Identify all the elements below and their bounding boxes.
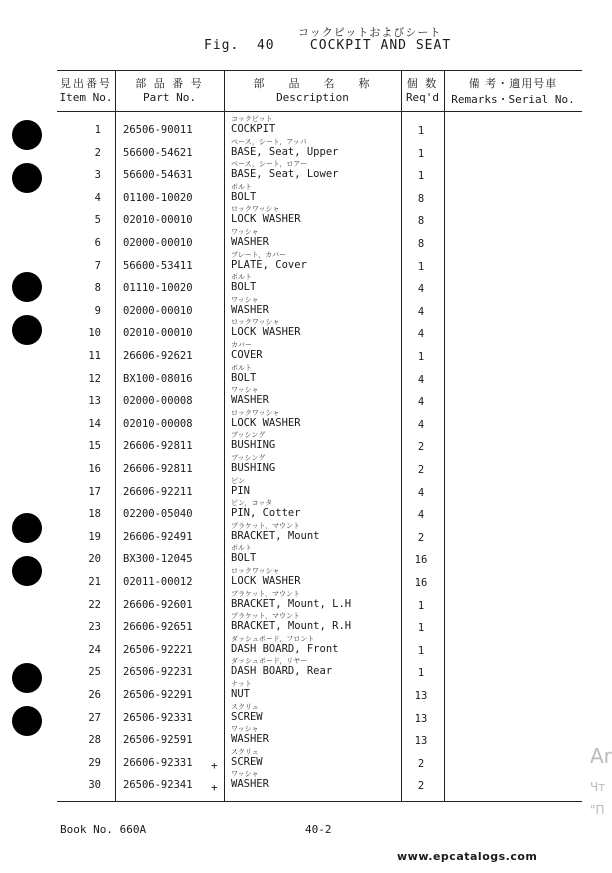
table-row xyxy=(57,272,582,294)
part-number: 26606-92331 xyxy=(123,756,193,769)
item-number: 1 xyxy=(94,124,101,136)
site-link[interactable]: www.epcatalogs.com xyxy=(397,850,538,863)
description: SCREW xyxy=(231,755,263,768)
description-japanese: プレート，カバー xyxy=(231,250,287,259)
quantity: 1 xyxy=(417,351,425,363)
table-row xyxy=(57,204,582,226)
quantity: 16 xyxy=(414,554,428,567)
quantity: 4 xyxy=(417,305,425,318)
table-row xyxy=(57,543,582,565)
table-row xyxy=(57,317,582,339)
header-remarks: 備 考・適用号車 Remarks・Serial No. xyxy=(451,77,575,106)
table-row xyxy=(57,634,582,656)
table-row xyxy=(57,385,582,407)
part-number: 02010-00010 xyxy=(123,327,193,340)
description-japanese: ロックワッシャ xyxy=(231,567,280,575)
part-number: 02011-00012 xyxy=(123,576,193,588)
description-japanese: ダッシュボード，フロント xyxy=(231,634,315,643)
description-japanese: カバー xyxy=(231,341,252,349)
page-number: 40-2 xyxy=(305,823,332,836)
item-number: 23 xyxy=(88,621,101,634)
description-japanese: ロックワッシャ xyxy=(231,318,280,327)
quantity: 4 xyxy=(417,373,425,386)
description: DASH BOARD, Rear xyxy=(231,665,333,678)
description-japanese: ブラケット，マウント xyxy=(231,521,301,530)
table-row xyxy=(57,476,582,498)
description: PLATE, Cover xyxy=(231,258,307,271)
punch-hole xyxy=(12,706,42,736)
description-japanese: ロックワッシャ xyxy=(231,408,280,417)
description-japanese: ピン xyxy=(231,476,245,485)
description: BASE, Seat, Lower xyxy=(231,168,339,181)
part-number: 02010-00008 xyxy=(123,417,193,430)
item-number: 13 xyxy=(88,395,101,408)
description: WASHER xyxy=(231,733,269,746)
description: WASHER xyxy=(231,778,269,791)
description: BOLT xyxy=(231,281,257,294)
table-row xyxy=(57,340,582,362)
table-row xyxy=(57,724,582,746)
item-number: 14 xyxy=(88,417,101,430)
description: WASHER xyxy=(231,303,269,316)
part-number: 26506-92331 xyxy=(123,711,193,724)
description-japanese: ベース，シート，アッパ xyxy=(231,137,307,146)
table-row xyxy=(57,430,582,452)
item-number: 7 xyxy=(94,259,101,272)
item-number: 22 xyxy=(88,598,101,611)
part-number: 56600-53411 xyxy=(123,259,193,272)
header-part: 部 品 番 号 Part No. xyxy=(135,77,204,104)
quantity: 4 xyxy=(417,509,425,522)
table-row xyxy=(57,702,582,724)
description: BUSHING xyxy=(231,439,276,452)
part-number: 26606-92621 xyxy=(123,350,193,362)
description: WASHER xyxy=(231,236,269,248)
table-row xyxy=(57,363,582,385)
part-number: 26606-92811 xyxy=(123,440,193,453)
figure-title: Fig. 40 COCKPIT AND SEAT xyxy=(204,38,452,53)
quantity: 2 xyxy=(417,757,425,770)
description-japanese: スクリュ xyxy=(231,747,259,756)
header-qty: 個 数 Req'd xyxy=(405,77,440,104)
table-row xyxy=(57,611,582,633)
description-japanese: ナット xyxy=(231,680,252,688)
part-number: 26506-92591 xyxy=(123,734,193,747)
description-japanese: ロックワッシャ xyxy=(231,205,280,214)
quantity: 4 xyxy=(417,396,425,409)
description-japanese: コックピット xyxy=(231,115,273,123)
description-japanese: ピン，コッタ xyxy=(231,499,273,508)
description-japanese: ワッシャ xyxy=(231,770,259,779)
description-japanese: ボルト xyxy=(231,182,252,191)
part-number: 26506-92231 xyxy=(123,666,193,679)
item-number: 17 xyxy=(88,485,101,498)
quantity: 4 xyxy=(417,486,425,499)
table-row xyxy=(57,679,582,701)
table-row xyxy=(57,137,582,159)
part-number: 26506-92341 xyxy=(123,779,193,792)
description-japanese: ボルト xyxy=(231,544,252,553)
table-row xyxy=(57,521,582,543)
item-number: 28 xyxy=(88,734,101,747)
part-number: 02000-00008 xyxy=(123,395,193,408)
part-number: 26606-92811 xyxy=(123,463,193,475)
description: WASHER xyxy=(231,394,269,407)
part-number: 02200-05040 xyxy=(123,508,193,521)
part-number: 26506-92221 xyxy=(123,643,193,656)
part-number: 26506-92291 xyxy=(123,689,193,701)
description: LOCK WASHER xyxy=(231,326,301,339)
description: PIN, Cotter xyxy=(231,507,301,520)
parts-table xyxy=(57,70,582,802)
punch-hole xyxy=(12,315,42,345)
table-row xyxy=(57,453,582,475)
description: BUSHING xyxy=(231,462,276,474)
part-number: 26606-92601 xyxy=(123,598,193,611)
watermark-line: Ar xyxy=(590,744,612,768)
table-row xyxy=(57,566,582,588)
description-japanese: スクリュ xyxy=(231,702,259,711)
description-japanese: ブッシング xyxy=(231,431,266,440)
item-number: 30 xyxy=(88,779,101,792)
item-number: 26 xyxy=(88,689,101,701)
item-number: 21 xyxy=(88,576,101,588)
quantity: 13 xyxy=(414,735,428,748)
description: SCREW xyxy=(231,710,263,723)
quantity: 2 xyxy=(417,531,425,544)
quantity: 1 xyxy=(417,125,425,137)
part-number: 26506-90011 xyxy=(123,124,193,136)
description-japanese: ブッシング xyxy=(231,454,266,462)
description: PIN xyxy=(231,484,250,497)
quantity: 2 xyxy=(417,441,425,454)
description-japanese: ブラケット，マウント xyxy=(231,589,301,598)
quantity: 8 xyxy=(417,238,425,250)
description-japanese: ワッシャ xyxy=(231,228,259,236)
item-number: 10 xyxy=(88,327,101,340)
description: LOCK WASHER xyxy=(231,213,301,226)
description: LOCK WASHER xyxy=(231,575,301,587)
punch-hole xyxy=(12,272,42,302)
item-number: 2 xyxy=(94,146,101,159)
description-japanese: ベース，シート，ロアー xyxy=(231,160,308,169)
punch-hole xyxy=(12,163,42,193)
table-row xyxy=(57,747,582,772)
quantity: 1 xyxy=(417,599,425,612)
description: BASE, Seat, Upper xyxy=(231,145,339,158)
description: COVER xyxy=(231,349,263,361)
quantity: 1 xyxy=(417,170,425,183)
table-row xyxy=(57,227,582,249)
item-number: 3 xyxy=(94,169,101,182)
description-japanese: ワッシャ xyxy=(231,386,259,395)
quantity: 2 xyxy=(417,464,425,476)
item-number: 12 xyxy=(88,372,101,385)
table-row xyxy=(57,250,582,272)
part-number: BX300-12045 xyxy=(123,553,193,566)
item-number: 25 xyxy=(88,666,101,679)
description-japanese: ボルト xyxy=(231,363,252,372)
description: BOLT xyxy=(231,190,257,203)
item-number: 8 xyxy=(94,282,101,295)
punch-hole xyxy=(12,556,42,586)
table-row xyxy=(57,498,582,520)
item-number: 24 xyxy=(88,643,101,656)
item-number: 27 xyxy=(88,711,101,724)
quantity: 1 xyxy=(417,147,425,160)
header-description: 部 品 名 称 Description xyxy=(253,77,372,104)
item-number: 16 xyxy=(88,463,101,475)
description: LOCK WASHER xyxy=(231,416,301,429)
part-number: BX100-08016 xyxy=(123,372,193,385)
part-number: 26606-92651 xyxy=(123,621,193,634)
description-japanese: ボルト xyxy=(231,273,252,282)
watermark-line: Чт xyxy=(590,780,606,794)
description-japanese: ダッシュボード，リヤー xyxy=(231,657,308,666)
table-row xyxy=(57,408,582,430)
table-row xyxy=(57,589,582,611)
description: BRACKET, Mount, R.H xyxy=(231,620,352,633)
table-row xyxy=(57,656,582,678)
description: NUT xyxy=(231,688,250,700)
punch-hole xyxy=(12,513,42,543)
quantity: 16 xyxy=(414,577,428,589)
item-number: 11 xyxy=(88,350,101,362)
header-divider xyxy=(57,111,582,112)
table-row xyxy=(57,769,582,795)
quantity: 4 xyxy=(417,418,425,431)
description: COCKPIT xyxy=(231,123,276,135)
part-number: 02010-00010 xyxy=(123,214,193,227)
part-number: 01100-10020 xyxy=(123,191,193,204)
quantity: 8 xyxy=(417,215,425,228)
book-number: Book No. 660A xyxy=(60,823,147,836)
quantity: 8 xyxy=(417,192,425,205)
description: DASH BOARD, Front xyxy=(231,642,339,655)
item-number: 29 xyxy=(88,756,101,769)
table-row xyxy=(57,114,582,136)
quantity: 1 xyxy=(417,644,425,657)
part-number: 56600-54621 xyxy=(123,146,193,159)
figure-title-japanese: コックピットおよびシート xyxy=(298,26,442,39)
watermark-line: "П xyxy=(590,803,605,817)
quantity: 13 xyxy=(414,690,428,702)
description-japanese: ワッシャ xyxy=(231,295,259,304)
item-number: 15 xyxy=(88,440,101,453)
description: BOLT xyxy=(231,552,257,565)
quantity: 4 xyxy=(417,328,425,341)
part-number: 01110-10020 xyxy=(123,282,193,295)
quantity: 1 xyxy=(417,260,425,273)
description-japanese: ブラケット，マウント xyxy=(231,612,301,621)
header-item: 見出番号 Item No. xyxy=(59,77,113,104)
part-number: 02000-00010 xyxy=(123,304,193,317)
change-mark: + xyxy=(211,781,218,795)
table-row xyxy=(57,295,582,317)
punch-hole xyxy=(12,120,42,150)
part-number: 02000-00010 xyxy=(123,237,193,249)
description: BRACKET, Mount, L.H xyxy=(231,597,352,610)
quantity: 4 xyxy=(417,283,425,296)
table-row xyxy=(57,182,582,204)
part-number: 56600-54631 xyxy=(123,169,193,182)
change-mark: + xyxy=(211,758,218,772)
item-number: 18 xyxy=(88,508,101,521)
item-number: 19 xyxy=(88,530,101,543)
quantity: 13 xyxy=(414,712,428,725)
description: BRACKET, Mount xyxy=(231,529,320,542)
quantity: 2 xyxy=(417,780,425,793)
item-number: 6 xyxy=(94,237,101,249)
punch-hole xyxy=(12,663,42,693)
item-number: 20 xyxy=(88,553,101,566)
quantity: 1 xyxy=(417,622,425,635)
description: BOLT xyxy=(231,371,257,384)
quantity: 1 xyxy=(417,667,425,680)
item-number: 5 xyxy=(94,214,101,227)
part-number: 26606-92491 xyxy=(123,530,193,543)
item-number: 9 xyxy=(94,304,101,317)
part-number: 26606-92211 xyxy=(123,485,193,498)
item-number: 4 xyxy=(94,191,101,204)
table-row xyxy=(57,159,582,181)
description-japanese: ワッシャ xyxy=(231,725,259,734)
